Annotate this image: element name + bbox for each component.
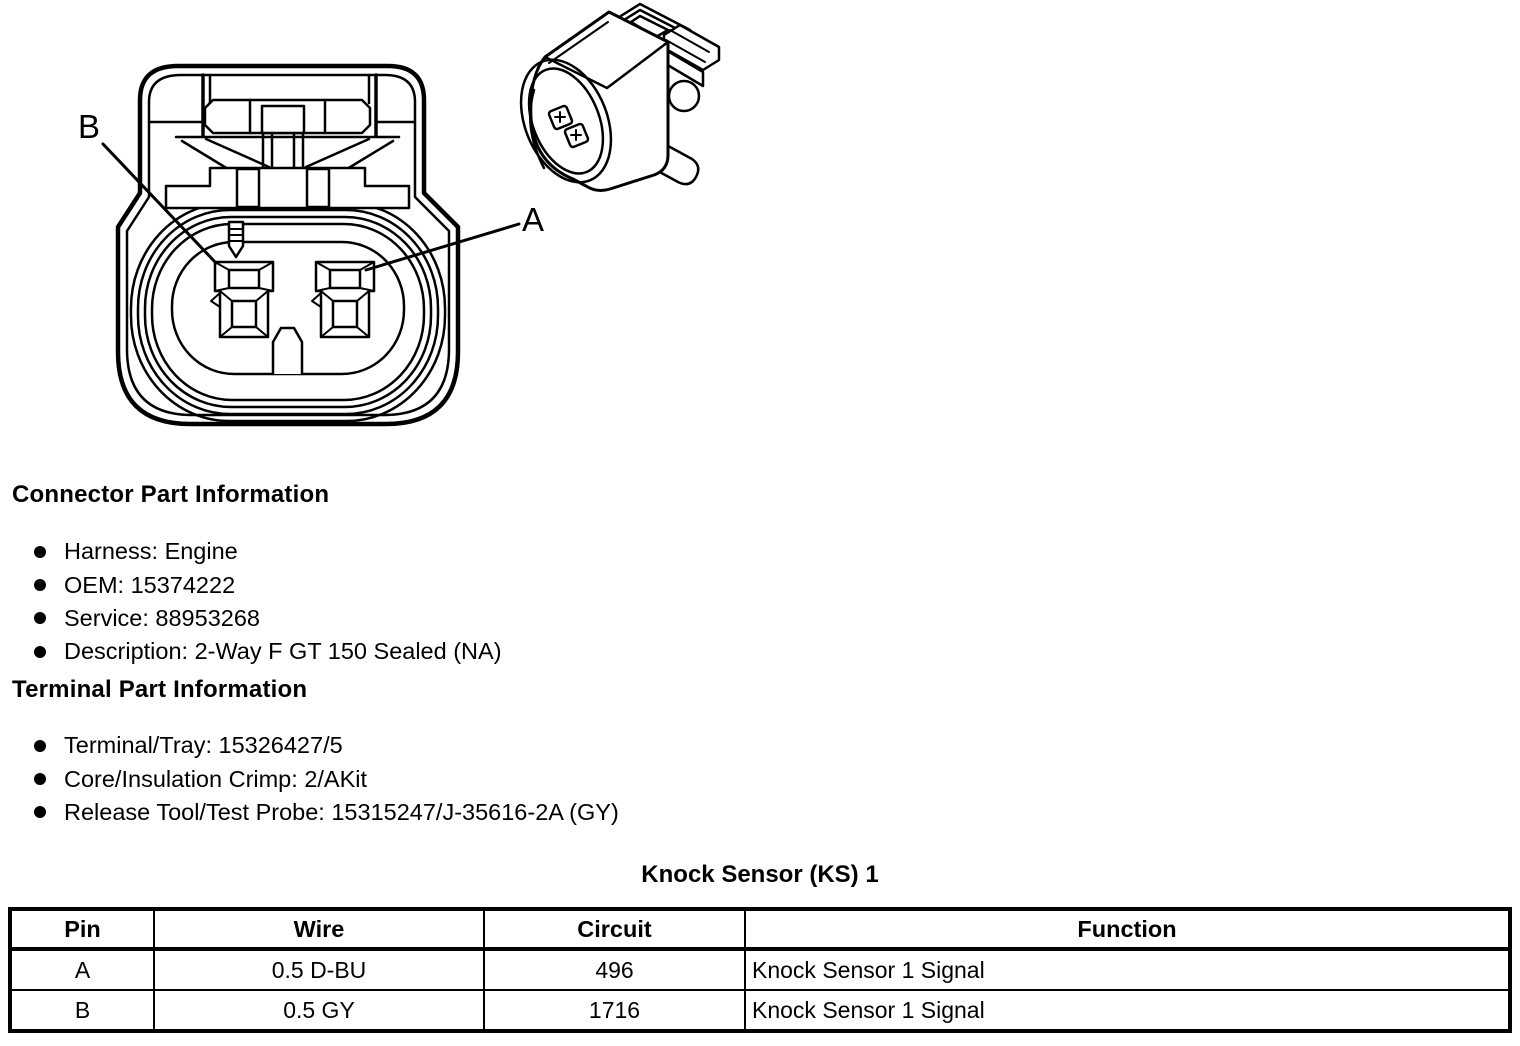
terminal-cavity-b xyxy=(211,262,273,337)
bullet-icon xyxy=(34,773,46,785)
terminal-part-information-heading: Terminal Part Information xyxy=(12,676,308,703)
column-header-circuit: Circuit xyxy=(484,909,745,949)
bullet-icon xyxy=(34,740,46,752)
cell-circuit: 1716 xyxy=(484,990,745,1031)
cell-function: Knock Sensor 1 Signal xyxy=(745,990,1510,1031)
column-header-function: Function xyxy=(745,909,1510,949)
pin-label-b: B xyxy=(78,108,101,145)
table-header-row xyxy=(10,909,1510,949)
list-item-text: Terminal/Tray: 15326427/5 xyxy=(64,732,343,759)
list-item-text: Description: 2-Way F GT 150 Sealed (NA) xyxy=(64,638,502,665)
list-item-text: Service: 88953268 xyxy=(64,604,260,631)
cell-circuit: 496 xyxy=(484,949,745,990)
index-pin xyxy=(229,222,243,257)
cell-pin: B xyxy=(10,990,154,1031)
bullet-icon xyxy=(34,806,46,818)
list-item-text: OEM: 15374222 xyxy=(64,571,236,598)
column-header-wire: Wire xyxy=(154,909,484,949)
bullet-icon xyxy=(34,612,46,624)
column-header-pin: Pin xyxy=(10,909,154,949)
bullet-icon xyxy=(34,646,46,658)
cell-wire: 0.5 GY xyxy=(154,990,484,1031)
list-item xyxy=(0,602,502,635)
list-item-text: Harness: Engine xyxy=(64,538,238,565)
connector-front-view-drawing xyxy=(103,66,519,424)
connector-part-information-heading: Connector Part Information xyxy=(12,481,330,508)
bullet-icon xyxy=(34,579,46,591)
keying-notch xyxy=(273,328,302,374)
cell-function: Knock Sensor 1 Signal xyxy=(745,949,1510,990)
table-row xyxy=(10,990,1510,1031)
list-item xyxy=(0,535,502,568)
list-item xyxy=(0,568,502,601)
list-item xyxy=(0,796,619,829)
terminal-part-information-list xyxy=(0,729,619,829)
table-row xyxy=(10,949,1510,990)
connector-diagrams xyxy=(0,0,1520,460)
pinout-table-title: Knock Sensor (KS) 1 xyxy=(641,861,879,888)
list-item xyxy=(0,729,619,762)
cell-wire: 0.5 D-BU xyxy=(154,949,484,990)
pinout-table xyxy=(8,907,1512,1033)
bullet-icon xyxy=(34,546,46,558)
list-item xyxy=(0,762,619,795)
list-item-text: Core/Insulation Crimp: 2/AKit xyxy=(64,765,368,792)
pin-label-a: A xyxy=(522,201,545,238)
list-item-text: Release Tool/Test Probe: 15315247/J-35616-2A (GY) xyxy=(64,798,619,825)
cell-pin: A xyxy=(10,949,154,990)
connector-part-information-list xyxy=(0,535,502,669)
list-item xyxy=(0,635,502,668)
connector-perspective-drawing xyxy=(504,4,719,196)
terminal-cavity-a xyxy=(312,262,374,337)
